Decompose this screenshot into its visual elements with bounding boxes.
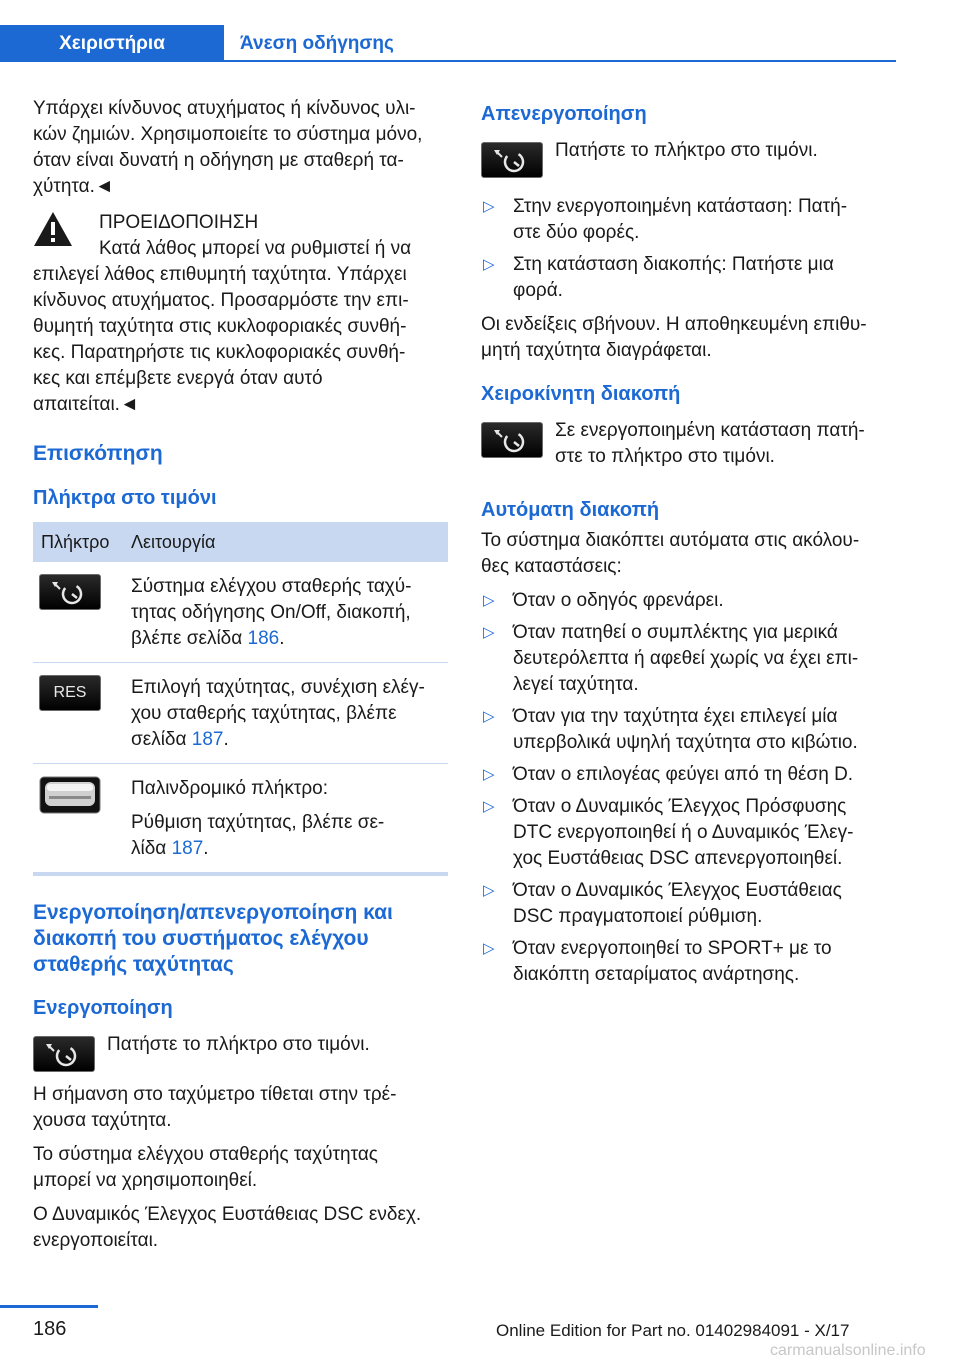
table-header xyxy=(33,522,448,562)
activation-instruction: Πατήστε το πλήκτρο στο τιμόνι. xyxy=(33,1032,448,1072)
rocker-switch-icon xyxy=(39,776,101,814)
row-function-text: Παλινδρομικό πλήκτρο: Ρύθμιση ταχύτητας, βλέπε σε- λίδα 187. xyxy=(131,778,385,859)
table-row xyxy=(33,562,448,663)
row-function-text: Σύστημα ελέγχου σταθερής ταχύ- τητας οδήγησης On/Off, διακοπή, βλέπε σελίδα 186. xyxy=(131,576,412,649)
heading-deactivation: Απενεργοποίηση xyxy=(481,103,647,125)
left-column xyxy=(33,96,448,1262)
list-item: ▷ Όταν για την ταχύτητα έχει επιλεγεί μία υπερβολικά υψηλή ταχύτητα στο κιβώτιο. xyxy=(483,706,858,753)
bullet-triangle-icon: ▷ xyxy=(483,624,495,641)
bullet-triangle-icon: ▷ xyxy=(483,766,495,783)
heading-steering-wheel-buttons: Πλήκτρα στο τιμόνι xyxy=(33,487,217,509)
row-function-text: Επιλογή ταχύτητας, συνέχιση ελέγ- χου σταθερής ταχύτητας, βλέπε σελίδα 187. xyxy=(131,677,425,750)
buttons-table xyxy=(33,522,448,876)
page-link-187[interactable]: 187 xyxy=(191,729,224,750)
paragraph: Το σύστημα διακόπτει αυτόματα στις ακόλου- θες καταστάσεις: xyxy=(481,530,860,577)
res-button-icon: RES xyxy=(39,675,101,711)
automatic-interrupt-list xyxy=(481,588,896,988)
table-header-button: Πλήκτρο xyxy=(41,532,110,552)
paragraph: Το σύστημα ελέγχου σταθερής ταχύτητας μπορεί να χρησιμοποιηθεί. xyxy=(33,1144,378,1191)
warning-triangle-icon xyxy=(33,210,73,248)
section-tab-controls[interactable]: Χειριστήρια xyxy=(0,25,224,62)
manual-interrupt-instruction: Σε ενεργοποιημένη κατάσταση πατή- στε το πλήκτρο στο τιμόνι. xyxy=(481,418,896,470)
bullet-triangle-icon: ▷ xyxy=(483,940,495,957)
heading-activation: Ενεργοποίηση xyxy=(33,997,173,1019)
paragraph: Ο Δυναμικός Έλεγχος Ευστάθειας DSC ενδεχ. ενεργοποιείται. xyxy=(33,1204,422,1251)
list-item: ▷ Όταν ο Δυναμικός Έλεγχος Πρόσφυσης DTC ενεργοποιηθεί ή ο Δυναμικός Έλεγ- χος Ευστάθειας DSC απενεργοποιηθεί. xyxy=(483,796,854,869)
page-number-rule xyxy=(0,1305,98,1308)
page-number: 186 xyxy=(33,1318,67,1340)
edition-footer: Online Edition for Part no. 01402984091 - X/17 xyxy=(496,1321,850,1340)
paragraph: Οι ενδείξεις σβήνουν. Η αποθηκευμένη επιθυ- μητή ταχύτητα διαγράφεται. xyxy=(481,314,867,361)
bullet-triangle-icon: ▷ xyxy=(483,708,495,725)
header-rule xyxy=(224,60,896,62)
bullet-triangle-icon: ▷ xyxy=(483,592,495,609)
cruise-control-button-icon xyxy=(33,1036,95,1072)
list-item: ▷ Όταν πατηθεί ο συμπλέκτης για μερικά δευτερόλεπτα ή αφεθεί χωρίς να έχει επι- λεγεί ταχύτητα. xyxy=(483,622,859,695)
table-row xyxy=(33,764,448,872)
table-row xyxy=(33,663,448,764)
right-column xyxy=(481,96,896,996)
watermark: carmanualsonline.info xyxy=(770,1342,926,1359)
running-header xyxy=(0,0,960,62)
page-link-187[interactable]: 187 xyxy=(171,838,204,859)
table-header-function: Λειτουργία xyxy=(131,532,216,552)
cruise-control-button-icon xyxy=(481,422,543,458)
section-tab-driving-comfort[interactable]: Άνεση οδήγησης xyxy=(240,32,394,54)
warning-box xyxy=(33,210,448,418)
deactivation-list xyxy=(481,194,896,304)
list-item: ▷ Όταν ο οδηγός φρενάρει. xyxy=(481,588,896,614)
list-item: ▷ Όταν ο Δυναμικός Έλεγχος Ευστάθειας DSC πραγματοποιεί ρύθμιση. xyxy=(483,880,842,927)
list-item: ▷ Στη κατάσταση διακοπής: Πατήστε μια φορά. xyxy=(483,254,834,301)
heading-overview: Επισκόπηση xyxy=(33,442,163,465)
heading-manual-interrupt: Χειροκίνητη διακοπή xyxy=(481,383,681,405)
bullet-triangle-icon: ▷ xyxy=(483,198,495,215)
warning-title: ΠΡΟΕΙΔΟΠΟΙΗΣΗ xyxy=(99,212,259,233)
heading-automatic-interrupt: Αυτόματη διακοπή xyxy=(481,499,660,521)
heading-activation-section: Ενεργοποίηση/απενεργοποίηση και διακοπή του συστήματος ελέγχου σταθερής ταχύτητας xyxy=(33,901,393,976)
list-item: ▷ Όταν ενεργοποιηθεί το SPORT+ με το διακόπτη σεταρίματος ανάρτησης. xyxy=(483,938,832,985)
warning-text: Κατά λάθος μπορεί να ρυθμιστεί ή να επιλεγεί λάθος επιθυμητή ταχύτητα. Υπάρχει κίνδυνος ατυχήματος. Προσαρμόστε την επι- θυμητή ταχύτητα στις κυκλοφοριακές συνθή- κες. Παρατηρήστε τις κυκλοφοριακές συνθή- κες και επέμβετε ενεργά όταν αυτό απαιτείται.◄ xyxy=(33,238,412,415)
cruise-control-button-icon xyxy=(481,142,543,178)
bullet-triangle-icon: ▷ xyxy=(483,256,495,273)
cruise-control-button-icon xyxy=(39,574,101,610)
page-link-186[interactable]: 186 xyxy=(247,628,280,649)
list-item: ▷ Στην ενεργοποιημένη κατάσταση: Πατή- στε δύο φορές. xyxy=(483,196,848,243)
intro-paragraph: Υπάρχει κίνδυνος ατυχήματος ή κίνδυνος υλι- κών ζημιών. Χρησιμοποιείτε το σύστημα μόνο, όταν είναι δυνατή η οδήγηση με σταθερή τα- χύτητα.◄ xyxy=(33,98,423,197)
list-item: ▷ Όταν ο επιλογέας φεύγει από τη θέση D. xyxy=(481,762,896,788)
paragraph: Η σήμανση στο ταχύμετρο τίθεται στην τρέ- χουσα ταχύτητα. xyxy=(33,1084,397,1131)
bullet-triangle-icon: ▷ xyxy=(483,882,495,899)
deactivation-instruction: Πατήστε το πλήκτρο στο τιμόνι. xyxy=(481,138,896,178)
bullet-triangle-icon: ▷ xyxy=(483,798,495,815)
